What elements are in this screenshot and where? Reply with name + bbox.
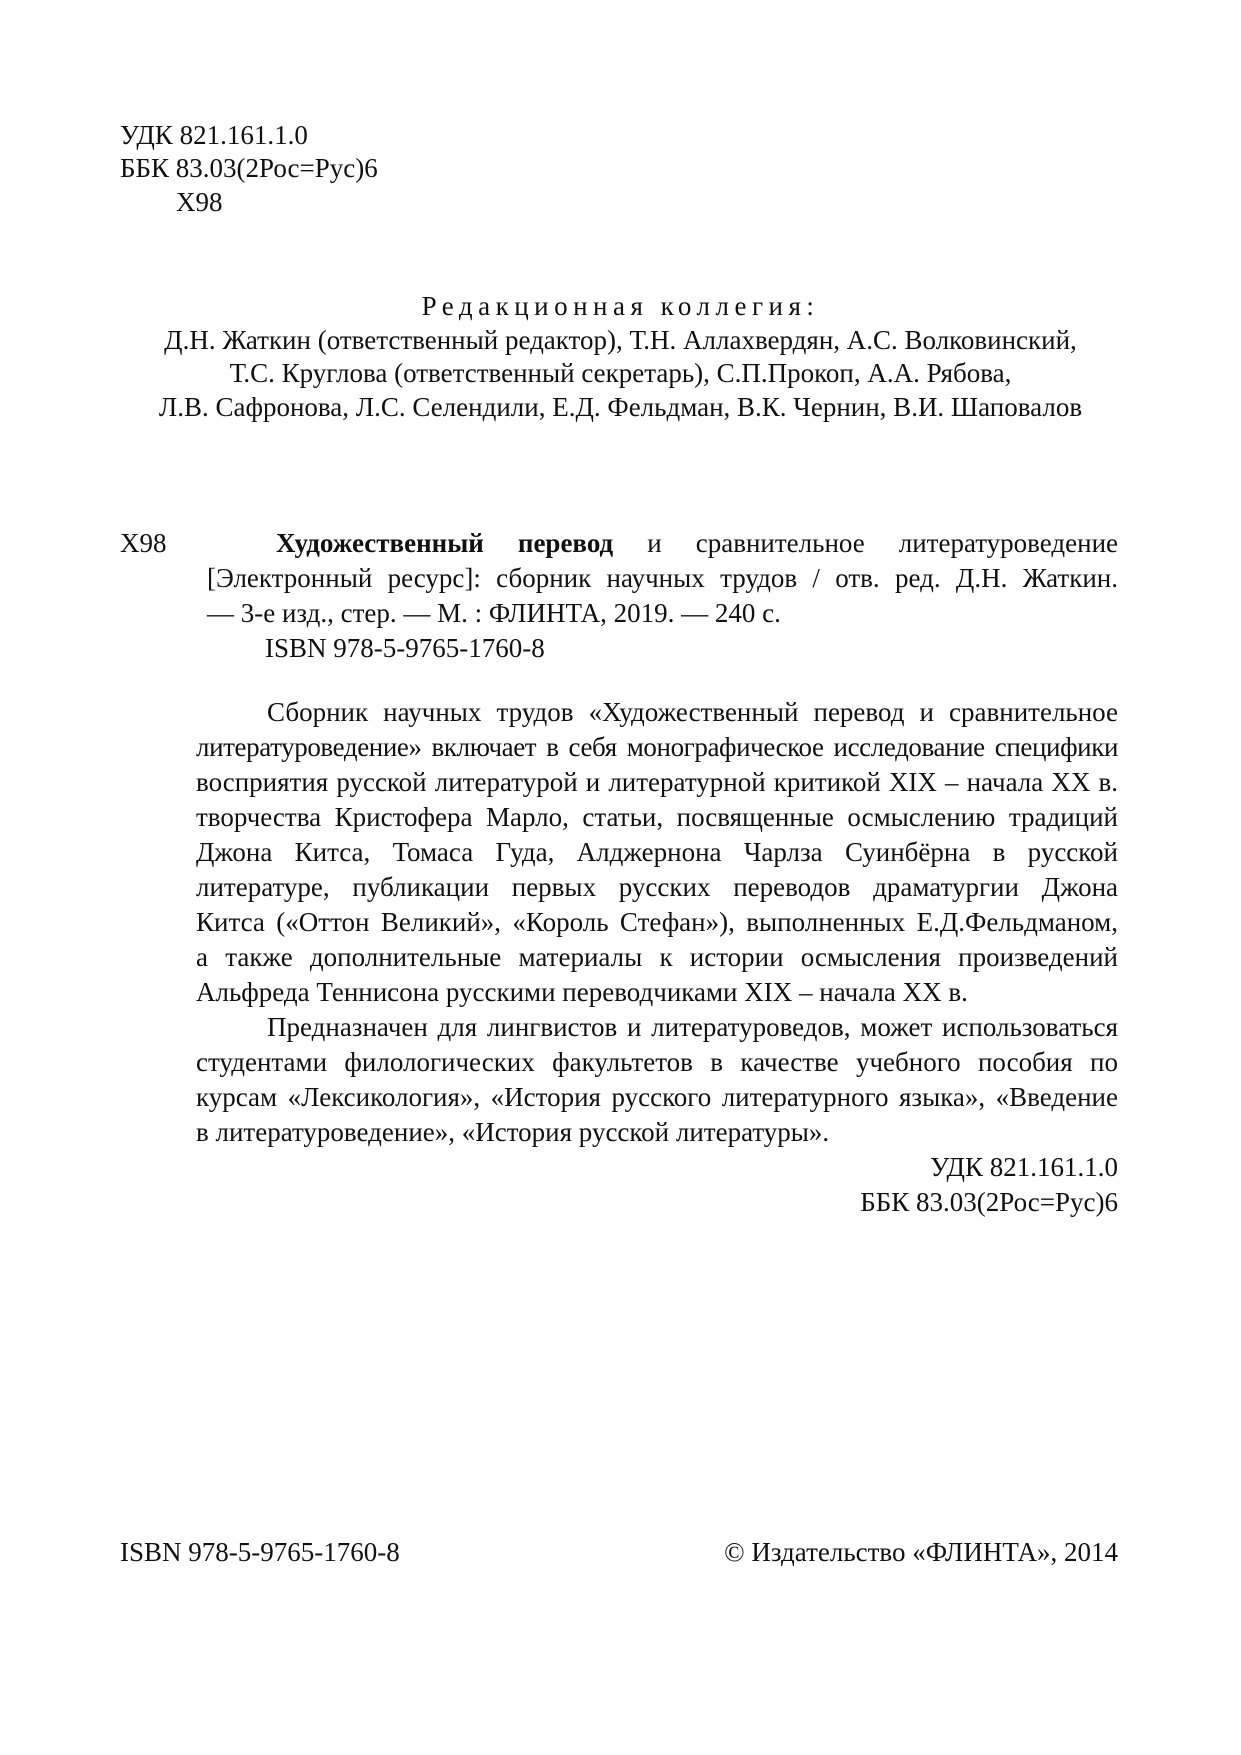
annotation-line: Предназначен для лингвистов и литературоведов, может использоваться <box>267 1012 1118 1042</box>
record-title-bold: Художественный перевод <box>276 528 614 558</box>
record-edition-line: — 3-е изд., стер. — М. : ФЛИНТА, 2019. — 240 с. <box>207 598 781 628</box>
editorial-board-line: Л.В. Сафронова, Л.С. Селендили, Е.Д. Фельдман, В.К. Чернин, В.И. Шаповалов <box>158 392 1083 422</box>
editorial-board-heading: Редакционная коллегия: <box>421 291 820 321</box>
annotation-line: Джона Китса, Томаса Гуда, Алджернона Чарлза Суинбёрна в русской <box>196 837 1118 867</box>
annotation-line: в литературоведение», «История русской литературы». <box>196 1117 830 1147</box>
footer-udk-code: УДК 821.161.1.0 <box>930 1152 1118 1182</box>
editorial-board-line: Д.Н. Жаткин (ответственный редактор), Т.Н. Аллахвердян, А.С. Волковинский, <box>164 325 1077 355</box>
imprint-copyright: © Издательство «ФЛИНТА», 2014 <box>724 1537 1118 1567</box>
annotation-line: Альфреда Теннисона русскими переводчиками XIX – начала XX в. <box>196 977 968 1007</box>
annotation-line: студентами филологических факультетов в качестве учебного пособия по <box>196 1047 1118 1077</box>
record-title-line <box>276 527 1118 560</box>
record-author-mark: Х98 <box>120 528 167 558</box>
editorial-board-line: Т.С. Круглова (ответственный секретарь), С.П.Прокоп, А.А. Рябова, <box>229 358 1012 388</box>
author-mark: Х98 <box>176 187 223 217</box>
annotation-line: литературе, публикации первых русских переводов драматургии Джона <box>196 872 1118 902</box>
record-isbn: ISBN 978-5-9765-1760-8 <box>265 633 545 663</box>
annotation-line: литературоведение» включает в себя монографическое исследование специфики <box>196 732 1118 762</box>
imprint-isbn: ISBN 978-5-9765-1760-8 <box>120 1537 400 1567</box>
bbk-code: ББК 83.03(2Рос=Рус)6 <box>120 153 378 183</box>
record-title-rest: и сравнительное литературоведение <box>647 528 1119 558</box>
annotation-line: Сборник научных трудов «Художественный перевод и сравнительное <box>267 697 1118 727</box>
footer-bbk-code: ББК 83.03(2Рос=Рус)6 <box>860 1187 1118 1217</box>
udk-code: УДК 821.161.1.0 <box>120 120 308 150</box>
annotation-line: курсам «Лексикология», «История русского литературного языка», «Введение <box>196 1082 1118 1112</box>
annotation-line: творчества Кристофера Марло, статьи, посвященные осмыслению традиций <box>196 802 1118 832</box>
record-line: [Электронный ресурс]: сборник научных трудов / отв. ред. Д.Н. Жаткин. <box>207 563 1118 593</box>
annotation-line: а также дополнительные материалы к истории осмысления произведений <box>196 942 1118 972</box>
annotation-line: восприятия русской литературой и литературной критикой XIX – начала XX в. <box>196 767 1118 797</box>
annotation-line: Китса («Оттон Великий», «Король Стефан»), выполненных Е.Д.Фельдманом, <box>196 907 1118 937</box>
